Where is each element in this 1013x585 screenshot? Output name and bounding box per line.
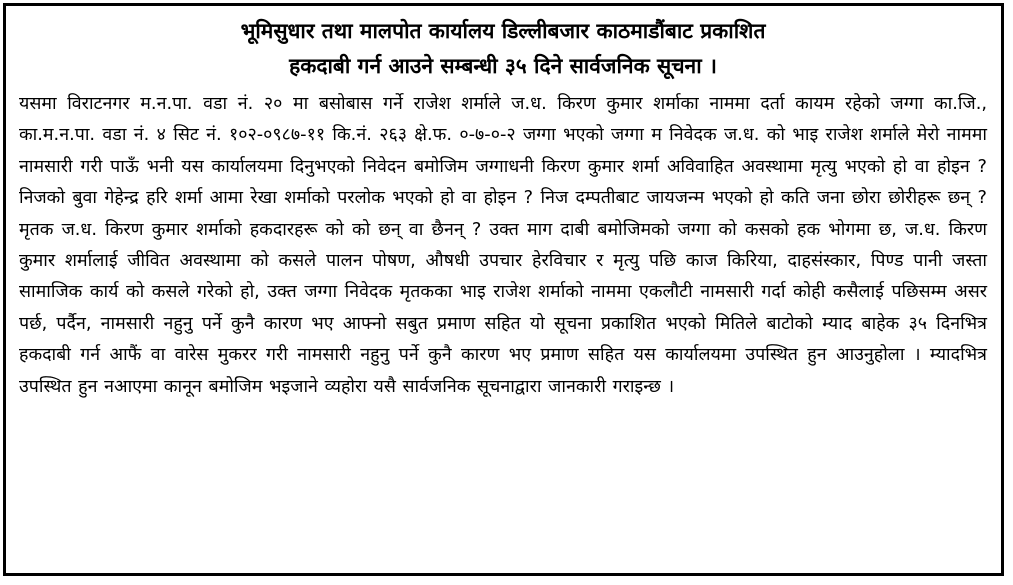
notice-title-line-2: हकदाबी गर्न आउने सम्बन्धी ३५ दिने सार्वजनिक सूचना । [289, 54, 717, 78]
notice-title-line-1: भूमिसुधार तथा मालपोत कार्यालय डिल्लीबजार काठमाडौंबाट प्रकाशित [240, 19, 766, 43]
notice-body: यसमा विराटनगर म.न.पा. वडा नं. २० मा बसोबास गर्ने राजेश शर्माले ज.ध. किरण कुमार शर्माका नाममा दर्ता कायम रहेको जग्गा का.जि., का.म.न.पा. वडा नं. ४ सिट नं. १०२-०९८७-११ कि.नं. २६३ क्षे.फ. ०-७-०-२ जग्गा भएको जग्गा म निवेदक ज.ध. को भाइ राजेश शर्माले मेरो नाममा नामसारी गरी पाऊँ भनी यस कार्यालयमा दिनुभएको निवेदन बमोजिम जग्गाधनी किरण कुमार शर्मा अविवाहित अवस्थामा मृत्यु भएको हो वा होइन ? निजको बुवा गेहेन्द्र हरि शर्मा आमा रेखा शर्माको परलोक भएको हो वा होइन ? निज दम्पतीबाट जायजन्म भएको हो कति जना छोरा छोरीहरू छन् ? मृतक ज.ध. किरण कुमार शर्माको हकदारहरू को को छन् वा छैनन् ? उक्त माग दाबी बमोजिमको जग्गा को कसको हक भोगमा छ, ज.ध. किरण कुमार शर्मालाई जीवित अवस्थामा को कसले पालन पोषण, औषधी उपचार हेरविचार र मृत्यु पछि काज किरिया, दाहसंस्कार, पिण्ड पानी जस्ता सामाजिक कार्य को कसले गरेको हो, उक्त जग्गा निवेदक मृतकका भाइ राजेश शर्माको नाममा एकलौटी नामसारी गर्दा कोही कसैलाई पछिसम्म असर पर्छ, पर्दैन, नामसारी नहुनु पर्ने कुनै कारण भए आफ्नो सबुत प्रमाण सहित यो सूचना प्रकाशित भएको मितिले बाटोको म्याद बाहेक ३५ दिनभित्र हकदाबी गर्न आफैं वा वारेस मुकरर गरी नामसारी नहुनु पर्ने कुनै कारण भए प्रमाण सहित यस कार्यालयमा उपस्थित हुन आउनुहोला । म्यादभित्र उपस्थित हुन नआएमा कानून बमोजिम भइजाने व्यहोरा यसै सार्वजनिक सूचनाद्वारा जानकारी गराइन्छ । [19, 93, 987, 397]
notice-title [19, 14, 987, 84]
public-notice [3, 3, 1004, 576]
